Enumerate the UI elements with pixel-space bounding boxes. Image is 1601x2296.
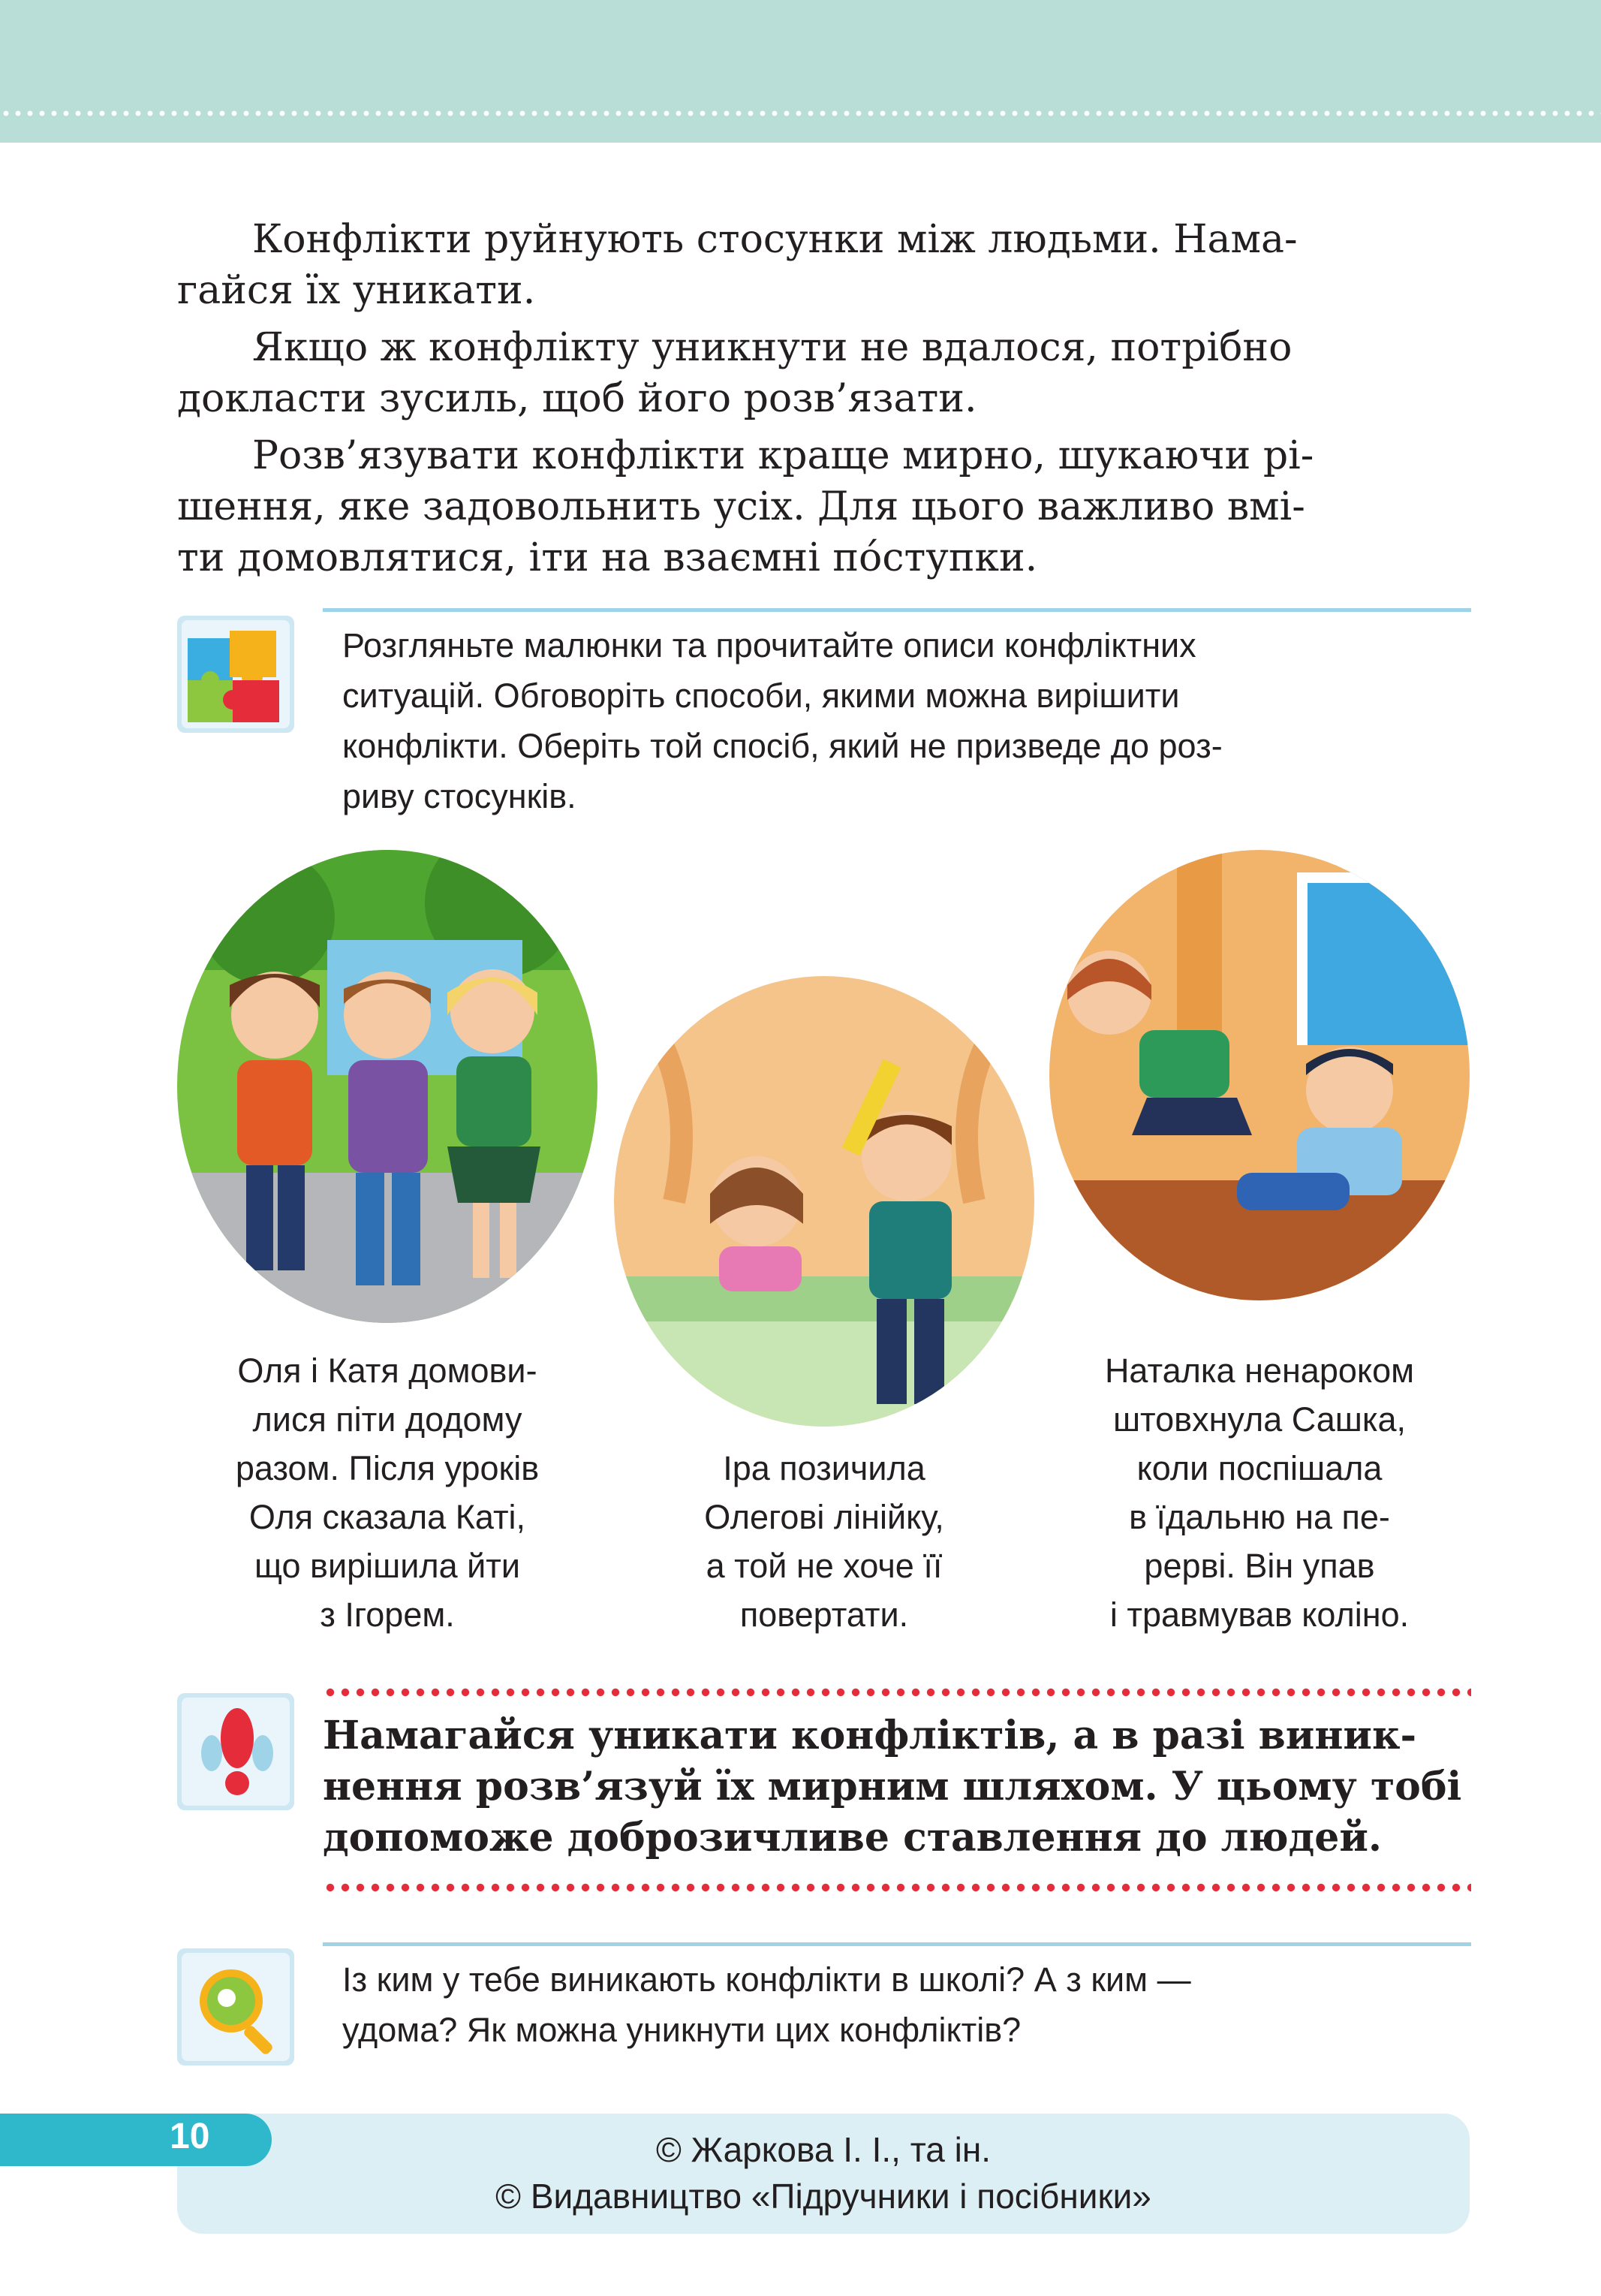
caption-line: повертати. xyxy=(739,1595,909,1634)
task-line: Розгляньте малюнки та прочитайте описи конфліктних xyxy=(342,626,1196,664)
question-top-rule xyxy=(323,1942,1471,1946)
illustration-children-walking xyxy=(177,850,597,1323)
header-band xyxy=(0,0,1601,143)
caption-line: рерві. Він упав xyxy=(1144,1547,1375,1585)
caption-line: коли поспішала xyxy=(1136,1449,1383,1487)
intro-line: Якщо ж конфлікту уникнути не вдалося, потрібно xyxy=(252,325,1293,370)
intro-line: шення, яке задовольнить усіх. Для цього важливо вмі- xyxy=(177,484,1305,529)
intro-line: ти домовлятися, іти на взаємні пóступки. xyxy=(177,535,1038,580)
intro-line: Конфлікти руйнують стосунки між людьми. Нама- xyxy=(252,217,1298,262)
question-line: удома? Як можна уникнути цих конфліктів? xyxy=(342,2011,1022,2049)
caption-line: Іра позичила xyxy=(723,1449,925,1487)
caption-line: Оля і Катя домови- xyxy=(237,1351,537,1390)
task-line: ситуацій. Обговоріть способи, якими можна вирішити xyxy=(342,676,1180,715)
caption-1 xyxy=(177,1346,597,1639)
task-text xyxy=(342,620,1468,821)
task-top-rule xyxy=(323,608,1471,612)
caption-line: Оля сказала Каті, xyxy=(248,1498,526,1536)
rule-line: допоможе доброзичливе ставлення до людей. xyxy=(323,1815,1383,1861)
task-line: конфлікти. Оберіть той спосіб, який не призведе до роз- xyxy=(342,727,1223,765)
footer-copyright-publisher: © Видавництво «Підручники і посібники» xyxy=(495,2177,1151,2216)
illustration-hallway-collision xyxy=(1049,850,1470,1300)
page-number: 10 xyxy=(170,2117,210,2156)
rule-top-dotted-line xyxy=(323,1688,1471,1697)
caption-line: з Ігорем. xyxy=(320,1595,455,1634)
rule-line: нення розв’язуй їх мирним шляхом. У цьому тобі xyxy=(323,1764,1462,1809)
caption-line: Олегові лінійку, xyxy=(704,1498,944,1536)
caption-line: в їдальню на пе- xyxy=(1129,1498,1390,1536)
caption-line: і травмував коліно. xyxy=(1109,1595,1410,1634)
rule-bottom-dotted-line xyxy=(323,1883,1471,1892)
rule-text xyxy=(323,1710,1471,1864)
caption-3 xyxy=(1034,1346,1485,1639)
header-dotted-line xyxy=(0,110,1601,116)
caption-line: а той не хоче її xyxy=(706,1547,943,1585)
caption-line: Наталка ненароком xyxy=(1104,1351,1415,1390)
footer-copyright-authors: © Жаркова І. І., та ін. xyxy=(655,2130,992,2169)
intro-line: гайся їх уникати. xyxy=(177,268,536,313)
magnifier-icon xyxy=(177,1948,297,2069)
intro-line: докласти зусиль, щоб його розв’язати. xyxy=(177,376,977,421)
caption-line: що вирішила йти xyxy=(254,1547,521,1585)
rule-line: Намагайся уникати конфліктів, а в разі виник- xyxy=(323,1713,1417,1758)
caption-line: штовхнула Сашка, xyxy=(1112,1400,1407,1439)
task-line: риву стосунків. xyxy=(342,777,576,815)
question-text xyxy=(342,1954,1468,2055)
intro-line: Розв’язувати конфлікти краще мирно, шукаючи рі- xyxy=(252,433,1314,478)
question-line: Із ким у тебе виникають конфлікти в школі? А з ким — xyxy=(342,1960,1191,1999)
caption-2 xyxy=(614,1444,1034,1639)
illustration-classroom-ruler xyxy=(614,976,1034,1427)
caption-line: лися піти додому xyxy=(252,1400,522,1439)
exclamation-icon xyxy=(177,1693,297,1813)
caption-line: разом. Після уроків xyxy=(235,1449,540,1487)
puzzle-icon xyxy=(177,616,297,736)
